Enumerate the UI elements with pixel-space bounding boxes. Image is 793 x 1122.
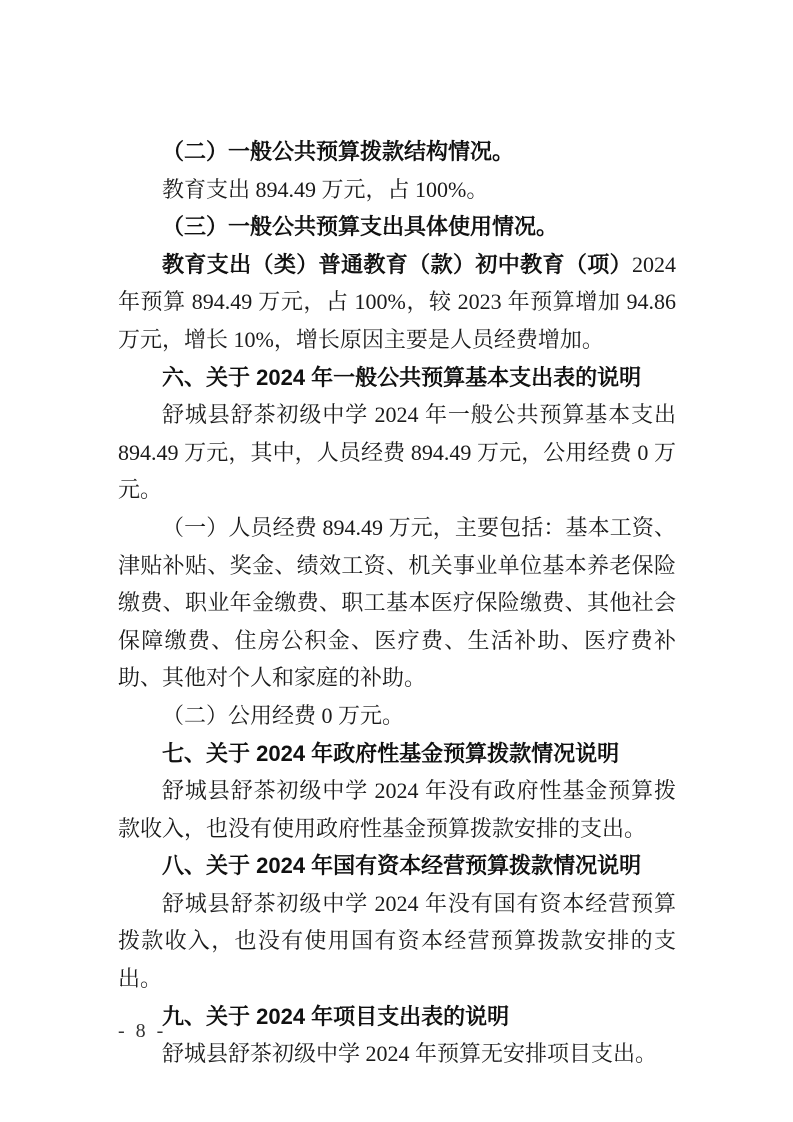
paragraph-funding-structure: 教育支出 894.49 万元，占 100%。 — [162, 176, 489, 202]
paragraph-personnel-funds: （一）人员经费 894.49 万元，主要包括：基本工资、津贴补贴、奖金、绩效工资、机关事业单位基本养老保险缴费、职业年金缴费、职工基本医疗保险缴费、其他社会保障缴费、住房公积金、医疗费、生活补助、医疗费补助、其他对个人和家庭的补助。 — [118, 514, 676, 691]
paragraph-section-eight: 舒城县舒茶初级中学 2024 年没有国有资本经营预算拨款收入，也没有使用国有资本经营预算拨款安排的支出。 — [118, 890, 676, 992]
heading-section-nine: 九、关于 2024 年项目支出表的说明 — [162, 1003, 510, 1029]
paragraph-expenditure-usage — [118, 246, 676, 359]
page-number: - 8 - — [118, 1020, 167, 1042]
heading-funding-structure: （二）一般公共预算拨款结构情况。 — [162, 139, 515, 164]
paragraph-section-six-summary: 舒城县舒茶初级中学 2024 年一般公共预算基本支出 894.49 万元，其中，人员经费 894.49 万元，公用经费 0 万元。 — [118, 402, 676, 503]
paragraph-section-nine: 舒城县舒茶初级中学 2024 年预算无安排项目支出。 — [162, 1041, 658, 1067]
paragraph-public-funds: （二）公用经费 0 万元。 — [162, 702, 405, 728]
heading-section-six: 六、关于 2024 年一般公共预算基本支出表的说明 — [162, 364, 642, 390]
heading-section-eight: 八、关于 2024 年国有资本经营预算拨款情况说明 — [162, 853, 642, 879]
paragraph-expenditure-usage-rest: 2024 年预算 894.49 万元，占 100%，较 2023 年预算增加 94.86 万元，增长 10%，增长原因主要是人员经费增加。 — [118, 251, 676, 352]
paragraph-expenditure-usage-bold-lead: 教育支出（类）普通教育（款）初中教育（项） — [162, 251, 632, 277]
paragraph-section-seven: 舒城县舒茶初级中学 2024 年没有政府性基金预算拨款收入，也没有使用政府性基金预算拨款安排的支出。 — [118, 778, 676, 841]
document-body — [118, 133, 676, 1073]
heading-expenditure-usage: （三）一般公共预算支出具体使用情况。 — [162, 214, 559, 240]
heading-section-seven: 七、关于 2024 年政府性基金预算拨款情况说明 — [162, 740, 620, 766]
